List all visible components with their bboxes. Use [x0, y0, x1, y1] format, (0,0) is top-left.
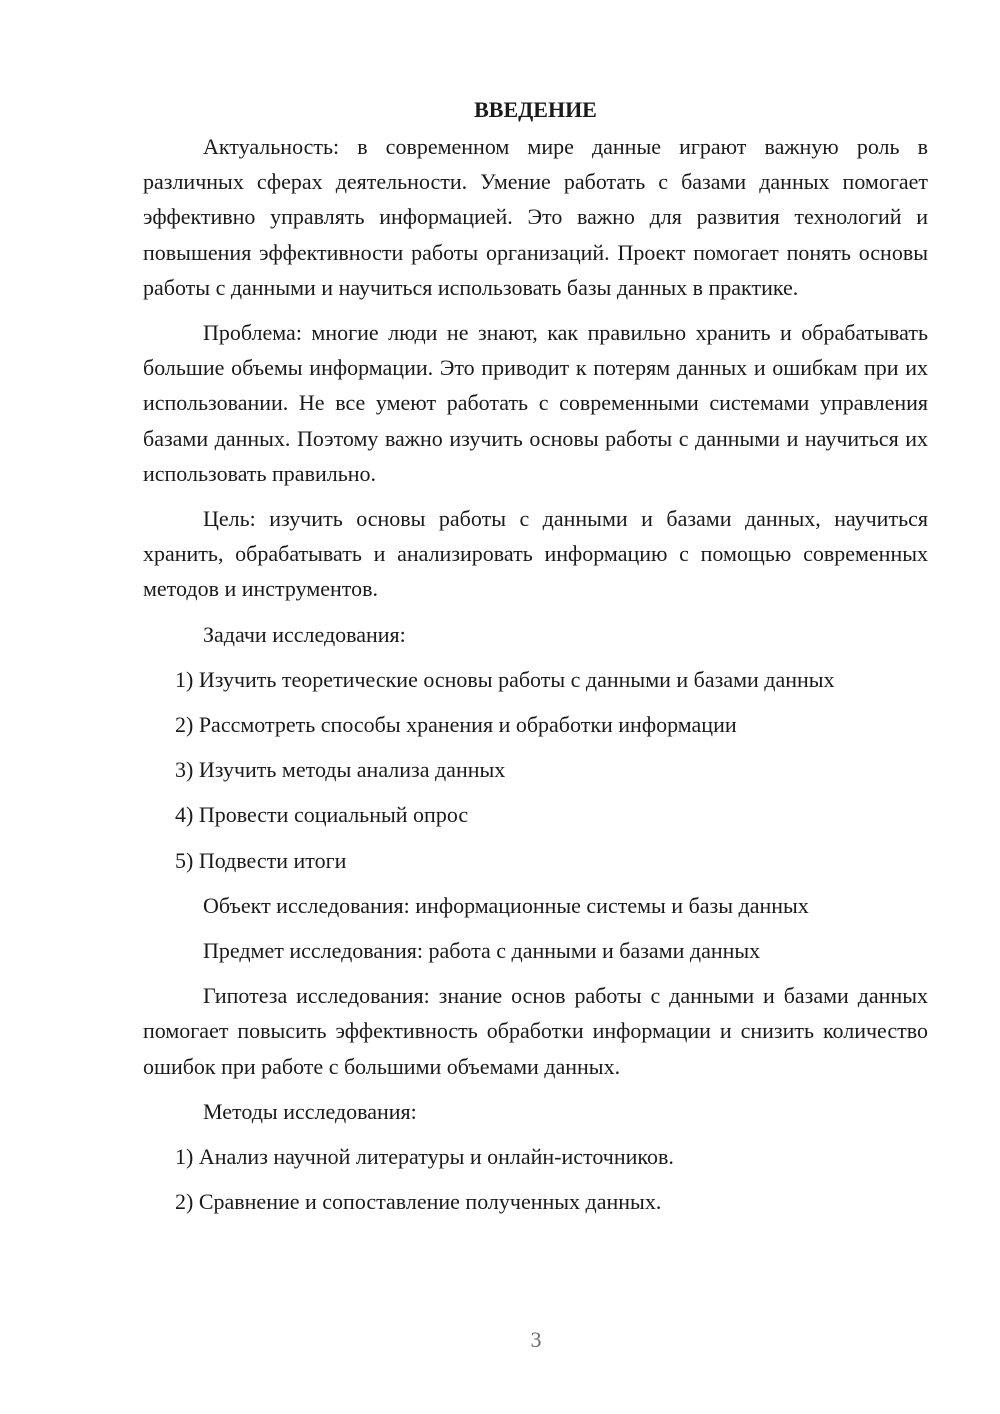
task-item-5: 5) Подвести итоги	[175, 847, 347, 873]
page-number: 3	[530, 1327, 542, 1352]
problem-paragraph: Проблема: многие люди не знают, как правильно хранить и обрабатывать большие объемы информации. Это приводит к потерям данных и ошибкам при их использовании. Не все умеют работать с современными системами управления базами данных. Поэтому важно изучить основы работы с данными и научиться их использовать правильно.	[143, 320, 928, 486]
research-object: Объект исследования: информационные системы и базы данных	[203, 892, 809, 918]
document-page	[143, 92, 928, 1229]
task-item-4: 4) Провести социальный опрос	[175, 802, 469, 828]
methods-heading: Методы исследования:	[203, 1098, 417, 1124]
goal-paragraph: Цель: изучить основы работы с данными и базами данных, научиться хранить, обрабатывать и анализировать информацию с помощью современных методов и инструментов.	[143, 506, 928, 602]
method-item-2: 2) Сравнение и сопоставление полученных данных.	[175, 1189, 662, 1215]
section-title: ВВЕДЕНИЕ	[474, 97, 597, 122]
method-item-1: 1) Анализ научной литературы и онлайн-источников.	[175, 1144, 674, 1170]
task-item-2: 2) Рассмотреть способы хранения и обработки информации	[175, 712, 737, 738]
research-subject: Предмет исследования: работа с данными и базами данных	[203, 938, 761, 964]
tasks-heading: Задачи исследования:	[203, 621, 406, 647]
hypothesis-paragraph: Гипотеза исследования: знание основ работы с данными и базами данных помогает повысить эффективность обработки информации и снизить количество ошибок при работе с большими объемами данных.	[143, 983, 928, 1079]
task-item-1: 1) Изучить теоретические основы работы с данными и базами данных	[175, 666, 835, 692]
relevance-paragraph: Актуальность: в современном мире данные играют важную роль в различных сферах деятельности. Умение работать с базами данных помогает эффективно управлять информацией. Это важно для развития технологий и повышения эффективности работы организаций. Проект помогает понять основы работы с данными и научиться использовать базы данных в практике.	[143, 134, 928, 300]
task-item-3: 3) Изучить методы анализа данных	[175, 757, 506, 783]
